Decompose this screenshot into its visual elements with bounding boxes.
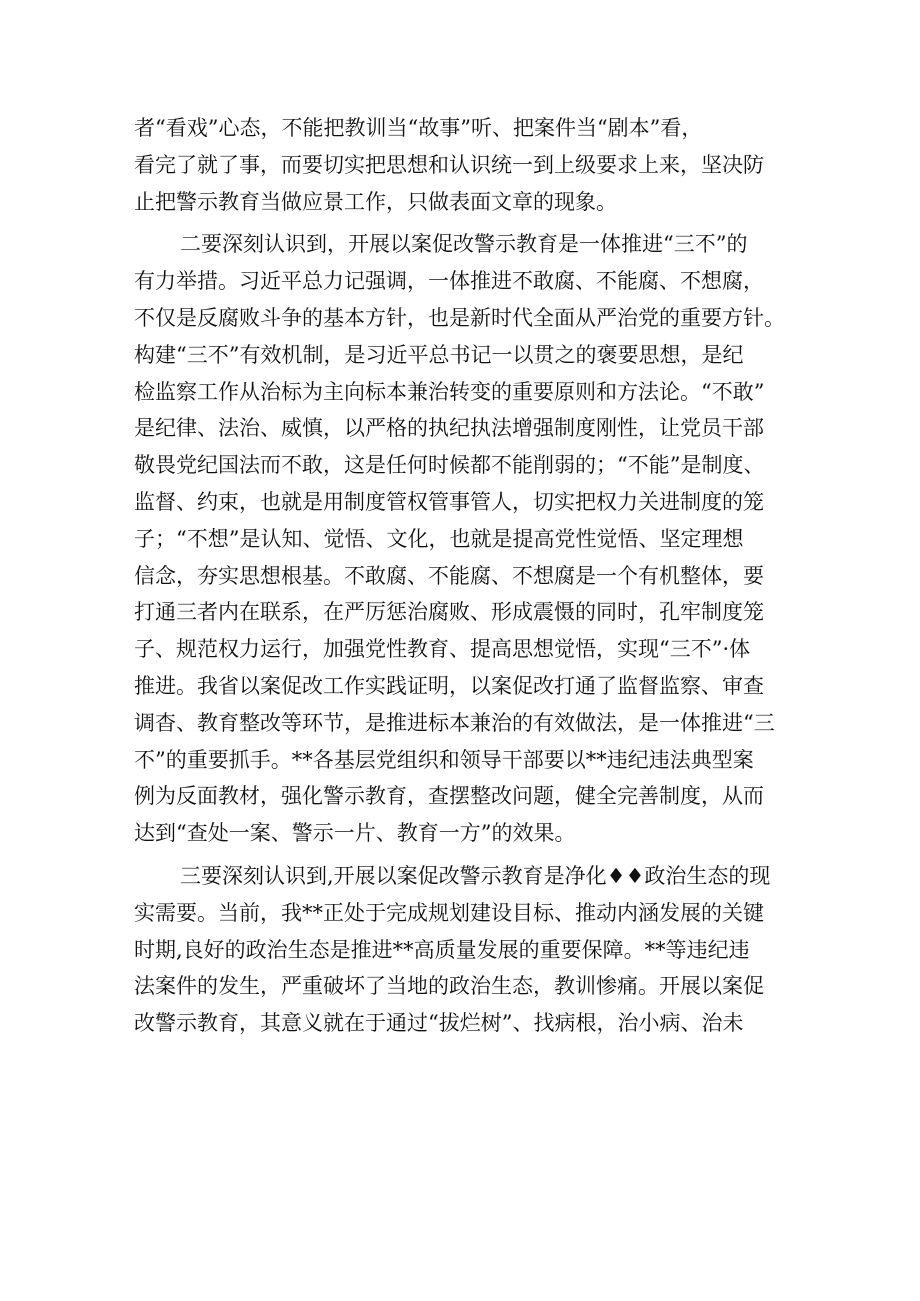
paragraph-2 bbox=[134, 226, 794, 852]
text-line: 时期,良好的政治生态是推进**高质量发展的重要保障。**等违纪违 bbox=[134, 937, 750, 962]
text-line: 法案件的发生，严重破坏了当地的政治生态，教训惨痛。开展以案促 bbox=[134, 974, 764, 999]
document-body bbox=[134, 110, 794, 1042]
text-line: 有力举措。习近平总力记强调，一体推进不敢腐、不能腐、不想腐， bbox=[134, 269, 764, 294]
text-line: 达到“查处一案、警示一片、教育一方”的效果。 bbox=[134, 821, 576, 846]
text-line: 者“看戏”心态，不能把教训当“故事”听、把案件当“剧本”看， bbox=[134, 116, 703, 140]
paragraph-3 bbox=[134, 858, 794, 1042]
text-line: 子、规范权力运行，加强党性教育、提高思想觉悟，实现“三不”·体 bbox=[134, 637, 751, 662]
text-line: 不”的重要抓手。**各基层党组织和领导干部要以**违纪违法典型案 bbox=[134, 747, 754, 772]
text-line: 敬畏党纪国法而不敢，这是任何时候都不能削弱的；“不能”是制度、 bbox=[134, 453, 765, 478]
text-line: 监督、约束，也就是用制度管权管事管人，切实把权力关进制度的笼 bbox=[134, 489, 764, 514]
text-line: 实需要。当前，我**正处于完成规划建设目标、推动内涵发展的关键 bbox=[134, 900, 764, 925]
text-line: 推进。我省以案促改工作实践证明，以案促改打通了监督监察、审查 bbox=[134, 673, 764, 698]
paragraph-1 bbox=[134, 110, 794, 220]
text-line: 检监察工作从治标为主向标本兼治转变的重要原则和方法论。“不敢” bbox=[134, 379, 765, 404]
text-line: 调杳、教育整改等环节，是推进标本兼治的有效做法，是一体推进“三 bbox=[134, 710, 775, 735]
text-line: 打通三者内在联系，在严厉惩治腐败、形成震慑的同时，孔牢制度笼 bbox=[134, 600, 764, 625]
text-line: 例为反面教材，强化警示教育，查摆整改问题，健全完善制度，从而 bbox=[134, 784, 764, 809]
text-line: 是纪律、法治、威慎，以严格的执纪执法增强制度刚性，让党员干部 bbox=[134, 416, 764, 441]
text-line: 构建“三不”有效机制，是习近平总书记一以贯之的褒要思想，是纪 bbox=[134, 342, 744, 367]
text-line: 看完了就了事，而要切实把思想和认识统一到上级要求上来，坚决防 bbox=[134, 152, 764, 177]
text-line: 不仅是反腐败斗争的基本方针，也是新时代全面从严治党的重要方针。 bbox=[134, 305, 785, 330]
text-line: 止把警示教育当做应景工作，只做表面文章的现象。 bbox=[134, 189, 617, 214]
text-line: 子；“不想”是认知、觉悟、文化，也就是提高党性觉悟、坚定理想 bbox=[134, 526, 744, 551]
text-line: 改警示教育，其意义就在于通过“拔烂树”、找病根，治小病、治未 bbox=[134, 1011, 744, 1036]
text-line: 二要深刻认识到，开展以案促改警示教育是一体推进“三不”的 bbox=[180, 232, 748, 257]
text-line: 三要深刻认识到,开展以案促改警示教育是净化♦♦政治生态的现 bbox=[180, 863, 771, 888]
text-line: 信念，夯实思想根基。不敢腐、不能腐、不想腐是一个有机整体，要 bbox=[134, 563, 764, 588]
